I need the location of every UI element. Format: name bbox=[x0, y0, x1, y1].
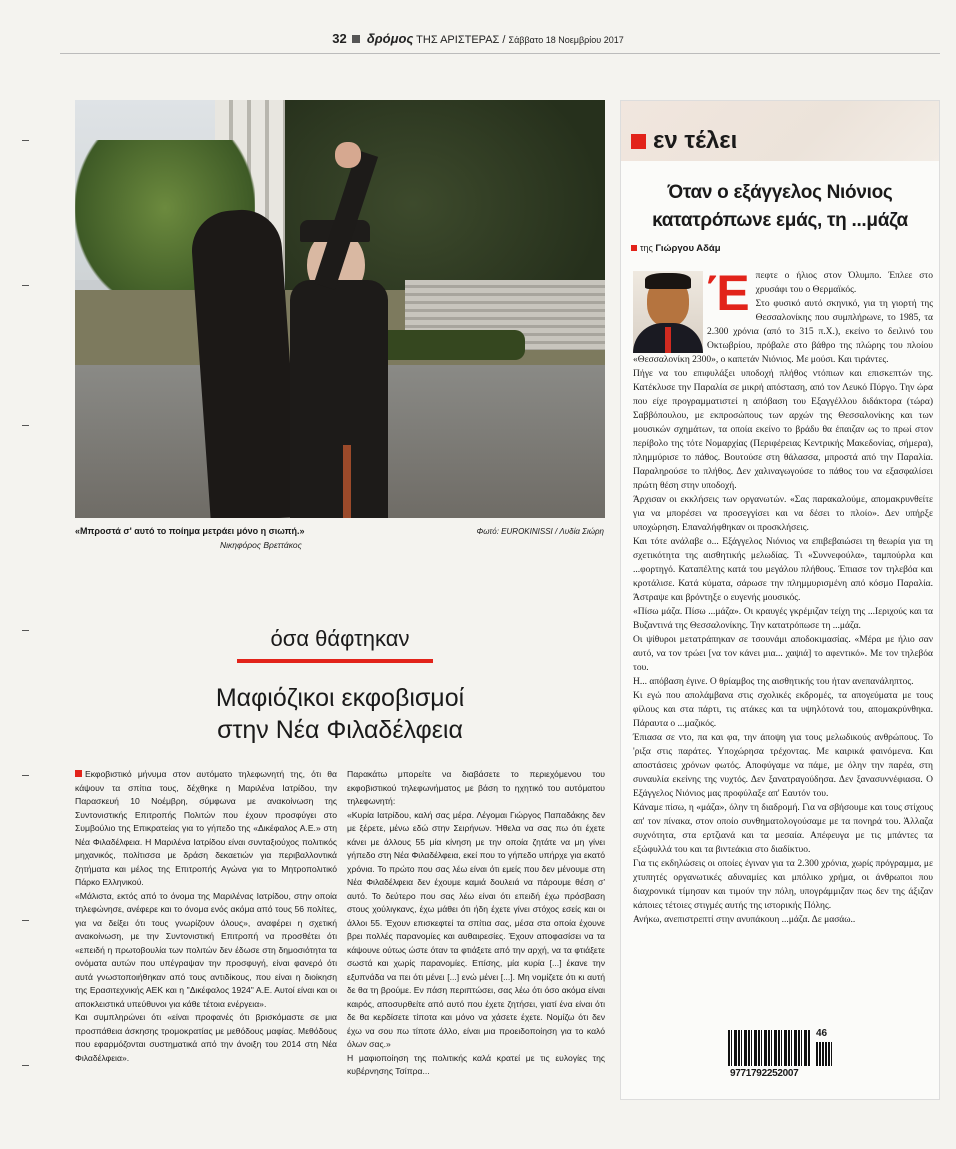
headline-line-1: Μαφιόζικοι εκφοβισμοί bbox=[215, 684, 465, 712]
issue-number: 46 bbox=[816, 1028, 828, 1039]
header-rule bbox=[60, 53, 940, 54]
paragraph: Και συμπληρώνει ότι «είναι προφανές ότι βρισκόμαστε σε μια προσπάθεια άσκησης τρομοκρατίας με μεθόδους μαφίας. Μεθόδους που εφαρμόζονται συστηματικά από την άνοιξη του 2014 στη Νέα Φιλαδέλφεια». bbox=[75, 1012, 337, 1063]
paragraph: Και τότε ανάλαβε ο... Εξάγγελος Νιόνιος να επιβεβαιώσει τη θεωρία για τη σχετικότητα της αισθητικής μελωδίας. Τι «Συννεφούλα», ταμπούρλα και ...φορτηγό. Καταπέλτης κατά του μεγάλου πλήθους. Έπιασε τον τηλεβόα και κροτάλισε. Κατά κύματα, σάρωσε την πλημμυρισμένη από κόσμο Παραλία. Άστραψε και βρόντηξε ο ευγενής μουσικός. bbox=[633, 537, 933, 603]
margin-tick bbox=[22, 140, 29, 141]
column-body bbox=[633, 265, 933, 927]
paragraph: Κάναμε πίσω, η «μάζα», όλην τη διαδρομή. Για να σβήσουμε και τους στίχους απ' τον πίνακα, στον οποίο συνθηματολογούσαμε με τα πονηρά του. Άλλαζα συχνότητα, στα ερτζιανά και τα μεσαία. Απέφευγα με τις μπάντες τα εξώφυλλά του και τα βιντεάκια στο διαδίκτυο. bbox=[633, 803, 933, 855]
photo-credit: Φωτό: EUROKINISSI / Λυδία Σιώρη bbox=[476, 527, 604, 536]
section-kicker: όσα θάφτηκαν bbox=[270, 626, 410, 651]
bullet-square-icon bbox=[75, 770, 82, 777]
column-title-line-2: κατατρόπωνε εμάς, τη ...μάζα bbox=[652, 210, 908, 231]
paragraph bbox=[75, 768, 337, 890]
paragraph: «Κυρία Ιατρίδου, καλή σας μέρα. Λέγομαι Γιώργος Παπαδάκης δεν με ξέρετε, μένω εδώ στην Σειρήνων. Ήθελα να σας πω ότι έχετε κάνει με άλλους 55 μία κίνηση με την οποία ζητάτε να μη γίνει γήπεδο στη Νέα Φιλαδέλφεια, εκεί που το γήπεδο υπήρχε για εκατό χρόνια. Το πρώτο που σας λέω είναι ότι εμείς που δεν μένουμε στη Νέα Φιλαδέλφεια δεν έχουμε καμιά δουλειά να πάρουμε θέση σ' αυτό. Το δεύτερο που σας λέω είναι ότι επειδή έχω πρόσβαση στους χούλιγκανς, έχω μάθει ότι ήδη έχετε γίνει στόχος εσείς και οι άλλοι 55. Έχουν επισκεφτεί τα σπίτια σας, μέσα στα οποία έχουνε βρει πολλές παρανομίες και αυθαιρεσίες. Έχουν αποφασίσει να τα κάψουνε ούτως ώστε όταν τα φτιάξετε από την αρχή, να τα φτιάξετε σωστά και χωρίς παρανομίες. Επίσης, μία κυρία [...] έκανε την εξυπνάδα να πει ότι μένει [...] ενώ μένει [...]. Μη νομίζετε ότι κι αυτή δε θα τη βρούμε. Εν πάση περιπτώσει, σας λέω ότι όσο ακόμα είναι καιρός, αποσυρθείτε από αυτό που έχετε ζητήσει, γιατί ένα είναι ότι δε θα κερδίσετε τίποτα και μόνο να χάσετε έχετε. Νομίζω ότι δεν έχω να σου πω τίποτε άλλο, είναι μια προειδοποίηση για το καλό όλων σας.» bbox=[347, 809, 605, 1049]
page-number: 32 bbox=[332, 31, 347, 46]
margin-tick bbox=[22, 1065, 29, 1066]
barcode-number: 9771792252007 bbox=[730, 1068, 799, 1079]
article-headline bbox=[75, 682, 605, 746]
section-square-icon bbox=[631, 134, 646, 149]
barcode-addon bbox=[816, 1042, 832, 1066]
paragraph: Ανήκω, ανεπιστρεπτί στην ανυπάκουη ...μάζα. Δε μασάω.. bbox=[633, 915, 856, 925]
byline bbox=[631, 243, 721, 254]
paragraph: «Πίσω μάζα. Πίσω ...μάζα». Οι κραυγές γκρέμιζαν τείχη της ...Ιεριχούς και τα Βυζαντινά της Θεσσαλονίκης. Την κατατρόπωσε τη ...μάζα. bbox=[633, 607, 933, 631]
column-title bbox=[621, 179, 939, 235]
author-portrait bbox=[633, 271, 703, 353]
paragraph: Παρακάτω μπορείτε να διαβάσετε το περιεχόμενου του εκφοβιστικού τηλεφωνήματος με βάση το ηχητικό του αυτόματου τηλεφωνητή: bbox=[347, 769, 605, 806]
byline-prefix: της bbox=[640, 243, 653, 253]
paragraph: Έπιασα σε ντο, πα και φα, την άποψη για τους μελωδικούς ανθρώπους. Το 'ριξα στις παράτες. Υποχώρησα τρέχοντας. Με καιρικά φαινόμενα. Και αποστάσεις χρόνων φωτός. Αποφύγαμε να πάμε, με όλην την παρέα, στη συναυλία εκείνης της νυχτός. Δεν ξανατραγούδησα. Δεν ξανασυννέφιασα. Ο Εξάγγελος Νιόνιος μας προφύλαξε απ' Εαυτόν του. bbox=[633, 733, 933, 799]
protest-photo bbox=[75, 100, 605, 518]
newspaper-brand: δρόμος bbox=[366, 31, 414, 46]
paragraph-text: Εκφοβιστικό μήνυμα στον αυτόματο τηλεφωνητή της, ότι θα κάψουν τα σπίτια τους, δέχθηκε η Μαριλένα Ιατρίδου, την Παρασκευή 10 Νοέμβρη, σύμφωνα με ανακοίνωση της Συντονιστικής Επιτροπής Πολιτών που έχουν προσφύγει στο Συμβούλιο της Επικρατείας για το γήπεδο της «Δικέφαλος Α.Ε.» στη Νέα Φιλαδέλφεια. Η Μαριλένα Ιατρίδου είναι συνταξιούχος πολιτικός μηχανικός, πολίτισσα με δράση δεκαετιών για περιβαλλοντικά ζητήματα και μέλος της Επιτροπής Αγώνα για το Μητροπολιτικό Πάρκο Ελληνικού. bbox=[75, 769, 337, 887]
barcode bbox=[728, 1030, 811, 1066]
margin-tick bbox=[22, 425, 29, 426]
article-column-2 bbox=[347, 768, 605, 1079]
paragraph: Στο φυσικό αυτό σκηνικό, για τη γιορτή της Θεσσαλονίκης που συμπλήρωνε, το 1985, τα 2.300 χρόνια (από το 315 π.Χ.), εκείνο το δειλινό του Οκτωβρίου, πρόβαλε στο βάθρο της πλώρης του πλοίου «Θεσσαλονίκη 2300», ο καπετάν Νιόνιος. Με μούσι. Και τιράντες. bbox=[633, 299, 933, 365]
paragraph: Άρχισαν οι εκκλήσεις των οργανωτών. «Σας παρακαλούμε, απομακρυνθείτε για να μπορέσει να προσεγγίσει και να δέσει το πλοίο». Δεν υπήρξε υποχώρηση. Επαναλήφθηκαν οι προσκλήσεις. bbox=[633, 495, 933, 533]
drop-cap: Έ bbox=[707, 265, 750, 321]
page-header bbox=[0, 31, 956, 46]
section-title: εν τέλει bbox=[653, 127, 738, 154]
opinion-column bbox=[620, 100, 940, 1100]
article-column-1 bbox=[75, 768, 337, 1065]
paragraph: Για τις εκδηλώσεις οι οποίες έγιναν για τα 2.300 χρόνια, χωρίς πρόγραμμα, με χτυπητές οργανωτικές αδυναμίες και μπόλικο χρήμα, οι άνθρωποι που διαχρονικά τίμησαν και τιμούν την πόλη, υπογράμμιζαν πως δεν της άξιζαν κάποιες τέτοιες στιγμές αυτής της ιστορικής Πόλης. bbox=[633, 859, 933, 911]
paragraph-text: πεφτε ο ήλιος στον Όλυμπο. Έπλεε στο χρυσάφι του ο Θερμαϊκός. bbox=[755, 271, 933, 295]
headline-line-2: στην Νέα Φιλαδέλφεια bbox=[217, 716, 463, 744]
byline-square-icon bbox=[631, 245, 637, 251]
kicker-underline bbox=[237, 659, 433, 663]
caption-author: Νικηφόρος Βρεττάκος bbox=[220, 540, 302, 550]
paragraph: «Μάλιστα, εκτός από το όνομα της Μαριλένας Ιατρίδου, στην οποία τηλεφώνησε, ανέφερε και το όνομα ενός ακόμα από τους 56 πολίτες, για να δείξει ότι τους γνωρίζουν όλους», αναφέρει η σχετική ανακοίνωση, με την Συντονιστική Επιτροπή να προσθέτει ότι «επειδή η πρωτοβουλία των πολιτών δεν έδωσε στη δημοσιότητα τα ονόματα αυτών που υπέγραψαν την προσφυγή, είναι φανερό ότι αυτά γνωστοποιήθηκαν από τους αντιδίκους, που είναι η διοίκηση της Ερασιτεχνικής ΑΕΚ και η "Δικέφαλος 1924" Α.Ε. Αυτοί είναι και οι αποκλειστικά υπεύθυνοι για κάθε τέτοια ενέργεια». bbox=[75, 890, 337, 1009]
margin-tick bbox=[22, 285, 29, 286]
paragraph: Η... απόβαση έγινε. Ο θρίαμβος της αισθητικής του ήταν ανεπανάληπτος. bbox=[633, 677, 914, 687]
paragraph: Οι ψίθυροι μετατράπηκαν σε τσουνάμι αποδοκιμασίας. «Μέρα με ήλιο σαν αυτό, να τον τρώει [να τον κάνει μια... χαψιά] το αφεντικό». Με τον τηλεβόα του. bbox=[633, 635, 933, 673]
header-square-icon bbox=[352, 35, 360, 43]
paragraph: Πήγε να του επιφυλάξει υποδοχή πλήθος ντόπιων και επισκεπτών της. Κατέκλυσε την Παραλία σε μικρή απόσταση, από τον Λευκό Πύργο. Την ώρα που είχε προγραμματιστεί η απόβαση του Εξαγγέλλου διδάκτορα (τώρα) Σαββόπουλου, με εκπροσώπους των αρχών της Θεσσαλονίκης και των μουσικών σχημάτων, τα οποία εκείνο το βράδυ θα έπαιζαν ως το πρωί στον περίβολο της τότε Νομαρχίας (Περιφέρειας Κεντρικής Μακεδονίας, σήμερα), πλημμύρισε το πάθος. Βουτούσε στη θάλασσα, μπροστά από την Παραλία. Παραληρούσε το πλήθος. Δεν χαλιναγωγούσε το πάθος του να εξασφαλίσει πρώτη θέση στην υποδοχή. bbox=[633, 369, 933, 491]
paragraph: Η μαφιοποίηση της πολιτικής καλά κρατεί με τις ευλογίες της κυβέρνησης Τσίπρα... bbox=[347, 1052, 605, 1076]
column-title-line-1: Όταν ο εξάγγελος Νιόνιος bbox=[667, 182, 893, 203]
margin-tick bbox=[22, 630, 29, 631]
newspaper-brand-rest: ΤΗΣ ΑΡΙΣΤΕΡΑΣ bbox=[416, 34, 500, 46]
photo-caption: «Μπροστά σ' αυτό το ποίημα μετράει μόνο η σιωπή.» bbox=[75, 526, 305, 536]
issue-date: Σάββατο 18 Νοεμβρίου 2017 bbox=[508, 35, 624, 45]
header-separator: / bbox=[502, 34, 506, 46]
margin-tick bbox=[22, 920, 29, 921]
section-banner bbox=[621, 101, 939, 161]
margin-tick bbox=[22, 775, 29, 776]
byline-author: Γιώργου Αδάμ bbox=[655, 243, 721, 254]
paragraph: Κι εγώ που απολάμβανα στις σχολικές εκδρομές, τα απογεύματα με τους φίλους και στα πάρτι, τις ατάκες και τα υψηλότονά του, απομακρύνθηκα. Πάραυτα ο ...μαζικός. bbox=[633, 691, 933, 729]
